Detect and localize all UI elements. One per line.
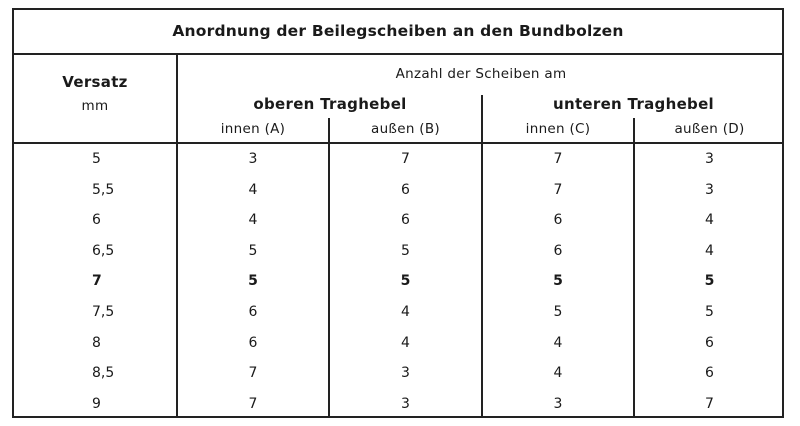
cell-outer-b: 4 [401,334,410,351]
cell-inner-c: 5 [553,273,563,290]
cell-outer-b: 4 [401,304,410,320]
table-title: Anordnung der Beilegscheiben an den Bundbolzen [172,22,624,40]
cell-outer-d: 4 [705,242,714,259]
cell-inner-a: 7 [248,395,258,412]
cell-outer-d: 6 [705,365,714,382]
cell-versatz: 7,5 [92,304,115,320]
cell-versatz: 8 [92,334,101,351]
cell-versatz: 6 [92,212,101,229]
cell-inner-a: 6 [248,304,258,320]
cell-inner-a: 4 [248,181,258,198]
cell-inner-c: 4 [553,365,563,382]
cell-outer-d: 5 [705,304,714,320]
cell-inner-c: 4 [553,334,563,351]
cell-inner-a: 4 [248,212,258,229]
cell-versatz: 8,5 [92,365,115,382]
upper-lever-header: oberen Traghebel [253,95,407,113]
cell-outer-b: 7 [401,151,410,167]
subheader-inner-c: innen (C) [525,121,591,137]
versatz-unit: mm [81,98,109,114]
cell-outer-d: 5 [704,273,715,290]
cell-inner-c: 6 [553,212,563,229]
cell-inner-c: 5 [553,304,563,320]
cell-versatz: 5,5 [92,181,115,198]
lower-lever-header: unteren Traghebel [552,95,715,113]
rule-below-header [12,142,784,144]
cell-inner-a: 5 [248,273,258,290]
cell-inner-c: 6 [553,242,563,259]
cell-outer-b: 5 [400,273,411,290]
rule-below-title [12,53,784,55]
cell-versatz: 5 [92,151,101,167]
cell-inner-a: 5 [248,242,258,259]
group-header: Anzahl der Scheiben am [395,66,567,82]
subheader-outer-b: außen (B) [371,121,440,137]
cell-versatz: 6,5 [92,242,115,259]
cell-inner-c: 7 [553,151,563,167]
cell-outer-d: 4 [705,212,714,229]
cell-inner-a: 6 [248,334,258,351]
cell-outer-d: 6 [705,334,714,351]
cell-outer-d: 3 [705,151,714,167]
cell-outer-b: 6 [401,181,410,198]
cell-versatz: 9 [92,395,101,412]
cell-inner-c: 3 [553,395,563,412]
cell-outer-b: 3 [401,395,410,412]
subheader-outer-d: außen (D) [674,121,745,137]
subheader-inner-a: innen (A) [220,121,286,137]
cell-outer-d: 3 [705,181,714,198]
cell-outer-b: 5 [401,242,410,259]
cell-inner-c: 7 [553,181,563,198]
cell-outer-b: 6 [401,212,410,229]
cell-inner-a: 3 [248,151,258,167]
cell-outer-d: 7 [705,395,714,412]
cell-inner-a: 7 [248,365,258,382]
versatz-header: Versatz [62,73,128,91]
cell-versatz: 7 [92,273,102,290]
cell-outer-b: 3 [401,365,410,382]
